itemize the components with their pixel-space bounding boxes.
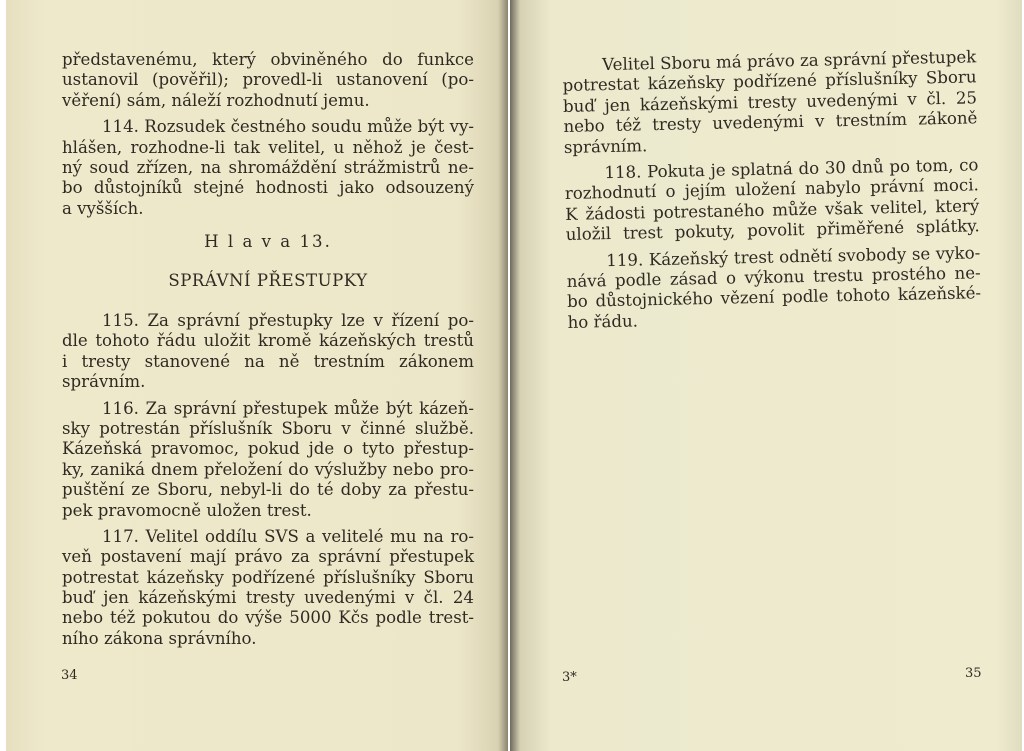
text-line: nebo též pokutou do výše 5000 Kčs podle trest-	[62, 608, 474, 628]
text-line: potrestat kázeňsky podřízené příslušníky Sboru	[562, 67, 977, 96]
page-number: 35	[965, 666, 982, 681]
text-line: Velitel Sboru má právo za správní přestupek	[601, 47, 977, 75]
text-line: buď jen kázeňskými tresty uvedenými v čl. 24	[62, 588, 474, 608]
text-line: nebo též tresty uvedenými v trestním zákoně	[563, 108, 978, 137]
text-line: Kázeňská pravomoc, pokud jde o tyto přestup-	[62, 439, 474, 459]
text-line: ky, zaniká dnem přeložení do výslužby nebo pro-	[62, 459, 474, 479]
text-line: správním.	[62, 372, 146, 392]
text-line: ho řádu.	[567, 311, 639, 332]
page-number: 34	[61, 668, 78, 683]
text-line: 114. Rozsudek čestného soudu může být vy-	[102, 117, 474, 137]
text-line: sky potrestán příslušník Sboru v činné službě.	[62, 418, 474, 438]
text-line: nává podle zásad o výkonu trestu prostého ne-	[566, 263, 981, 291]
text-line: bo důstojnického vězení podle tohoto kázeňské-	[566, 283, 982, 312]
text-line: správním.	[563, 135, 648, 157]
text-line: veň postavení mají právo za správní přestupek	[62, 547, 474, 567]
text-line: věření) sám, náleží rozhodnutí jemu.	[62, 90, 370, 110]
text-line: K žádosti potrestaného může však velitel, který	[565, 196, 980, 224]
left-bottom-text	[62, 311, 474, 649]
text-line: 119. Kázeňský trest odnětí svobody se vyko-	[606, 242, 981, 270]
right-text	[562, 47, 982, 333]
text-line: puštění ze Sboru, nebyl-li do té doby za přestu-	[62, 480, 474, 500]
chapter-title: SPRÁVNÍ PŘESTUPKY	[168, 271, 368, 290]
signature-mark: 3*	[562, 670, 577, 685]
text-line: i tresty stanovené na ně trestním zákonem	[62, 351, 474, 371]
text-line: dle tohoto řádu uložit kromě kázeňských trestů	[62, 331, 474, 351]
text-line: 115. Za správní přestupky lze v řízení po-	[102, 311, 474, 330]
text-line: bo důstojníků stejné hodnosti jako odsouzený	[62, 178, 474, 198]
text-line: ního zákona správního.	[62, 628, 257, 648]
text-line: ný soud zřízen, na shromáždění strážmistrů ne-	[62, 157, 474, 177]
text-line: představenému, který obviněného do funkce	[62, 50, 474, 69]
text-line: 117. Velitel oddílu SVS a velitelé mu na ro-	[102, 526, 474, 546]
text-line: 118. Pokuta je splatná do 30 dnů po tom, co	[604, 155, 979, 183]
text-line: hlášen, rozhodne-li tak velitel, u něhož je čest-	[62, 137, 474, 157]
text-line: pek pravomocně uložen trest.	[62, 500, 312, 520]
left-top-text	[62, 50, 474, 219]
chapter-heading: H l a v a 13.	[204, 232, 332, 251]
text-line: potrestat kázeňsky podřízené příslušníky Sboru	[62, 567, 474, 587]
right-page	[510, 0, 1022, 751]
text-line: 116. Za správní přestupek může být kázeň-	[102, 398, 474, 418]
left-page	[6, 0, 508, 751]
text-line: uložil trest pokuty, povolit přiměřené splátky.	[565, 216, 980, 245]
text-line: a vyšších.	[62, 198, 144, 218]
text-line: rozhodnutí o jejím uložení nabylo právní moci.	[564, 175, 979, 204]
text-line: ustanovil (pověřil); provedl-li ustanovení (po-	[62, 70, 474, 90]
text-line: buď jen kázeňskými tresty uvedenými v čl. 25	[562, 88, 978, 116]
